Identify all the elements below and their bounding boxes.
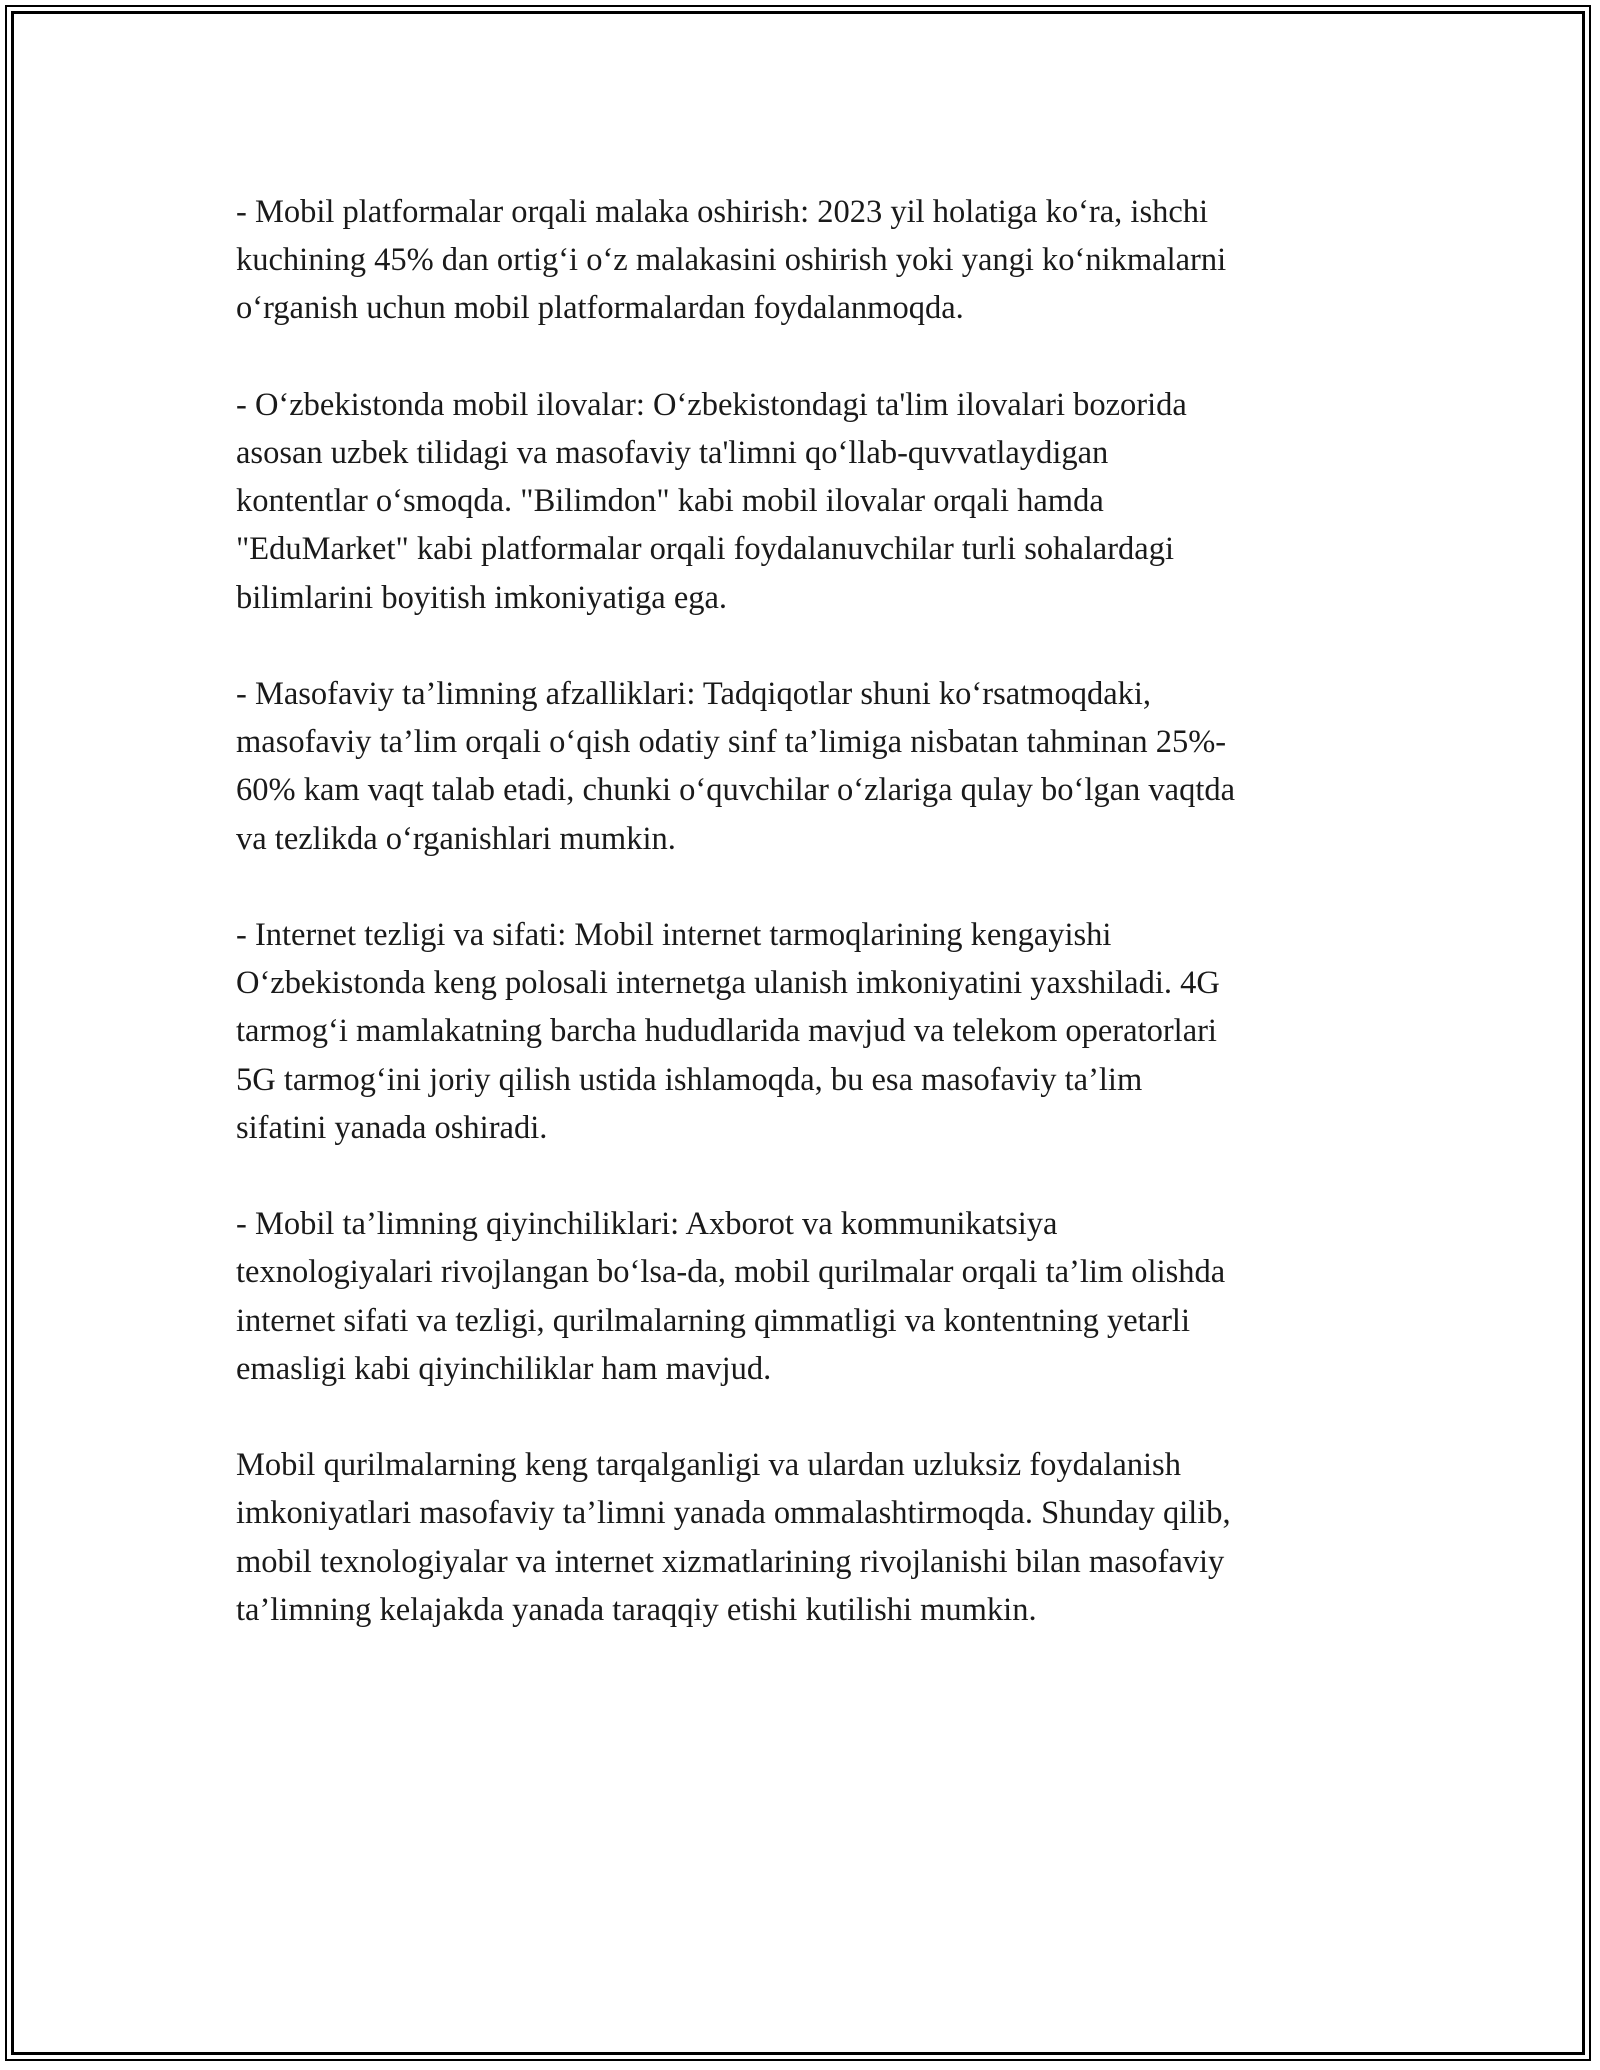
text-line: - Internet tezligi va sifati: Mobil internet tarmoqlarining kengayishi <box>236 917 1112 953</box>
text-line: texnologiyalari rivojlangan boʻlsa-da, mobil qurilmalar orqali ta’lim olishda <box>236 1254 1226 1291</box>
text-line: bilimlarini boyitish imkoniyatiga ega. <box>236 579 728 616</box>
text-line: va tezlikda oʻrganishlari mumkin. <box>236 820 676 857</box>
text-line: internet sifati va tezligi, qurilmalarning qimmatligi va kontentning yetarli <box>236 1302 1190 1339</box>
paragraph-mobile-apps-uzbekistan <box>236 381 1366 622</box>
text-line: tarmogʻi mamlakatning barcha hududlarida mavjud va telekom operatorlari <box>236 1013 1217 1050</box>
document-body <box>236 188 1366 1682</box>
text-line: kuchining 45% dan ortigʻi oʻz malakasini oshirish yoki yangi koʻnikmalarni <box>236 242 1227 279</box>
text-line: mobil texnologiyalar va internet xizmatlarining rivojlanishi bilan masofaviy <box>236 1543 1225 1580</box>
text-line: imkoniyatlari masofaviy ta’limni yanada ommalashtirmoqda. Shunday qilib, <box>236 1495 1231 1532</box>
text-line: 5G tarmogʻini joriy qilish ustida ishlamoqda, bu esa masofaviy ta’lim <box>236 1061 1143 1098</box>
text-line: - Masofaviy ta’limning afzalliklari: Tadqiqotlar shuni koʻrsatmoqdaki, <box>236 676 1152 712</box>
text-line: ta’limning kelajakda yanada taraqqiy etishi kutilishi mumkin. <box>236 1591 1037 1628</box>
text-line: - Mobil ta’limning qiyinchiliklari: Axborot va kommunikatsiya <box>236 1206 1058 1243</box>
paragraph-distance-learning-advantages <box>236 670 1366 863</box>
text-line: sifatini yanada oshiradi. <box>236 1109 548 1146</box>
paragraph-conclusion <box>236 1441 1366 1634</box>
text-line: Oʻzbekistonda keng polosali internetga ulanish imkoniyatini yaxshiladi. 4G <box>236 965 1220 1002</box>
text-line: - Mobil platformalar orqali malaka oshirish: 2023 yil holatiga koʻra, ishchi <box>236 194 1209 230</box>
text-line: emasligi kabi qiyinchiliklar ham mavjud. <box>236 1350 772 1387</box>
text-line: - Oʻzbekistonda mobil ilovalar: Oʻzbekistondagi ta'lim ilovalari bozorida <box>236 386 1187 423</box>
text-line: oʻrganish uchun mobil platformalardan foydalanmoqda. <box>236 290 964 327</box>
text-line: "EduMarket" kabi platformalar orqali foydalanuvchilar turli sohalardagi <box>236 531 1175 568</box>
paragraph-mobile-upskilling <box>236 188 1366 333</box>
text-line: asosan uzbek tilidagi va masofaviy ta'limni qoʻllab-quvvatlaydigan <box>236 435 1109 471</box>
text-line: kontentlar oʻsmoqda. "Bilimdon" kabi mobil ilovalar orqali hamda <box>236 483 1104 520</box>
paragraph-mobile-learning-challenges <box>236 1200 1366 1393</box>
paragraph-internet-speed-quality <box>236 911 1366 1152</box>
text-line: masofaviy ta’lim orqali oʻqish odatiy sinf ta’limiga nisbatan tahminan 25%- <box>236 724 1227 761</box>
text-line: Mobil qurilmalarning keng tarqalganligi va ulardan uzluksiz foydalanish <box>236 1447 1181 1484</box>
text-line: 60% kam vaqt talab etadi, chunki oʻquvchilar oʻzlariga qulay boʻlgan vaqtda <box>236 772 1236 809</box>
